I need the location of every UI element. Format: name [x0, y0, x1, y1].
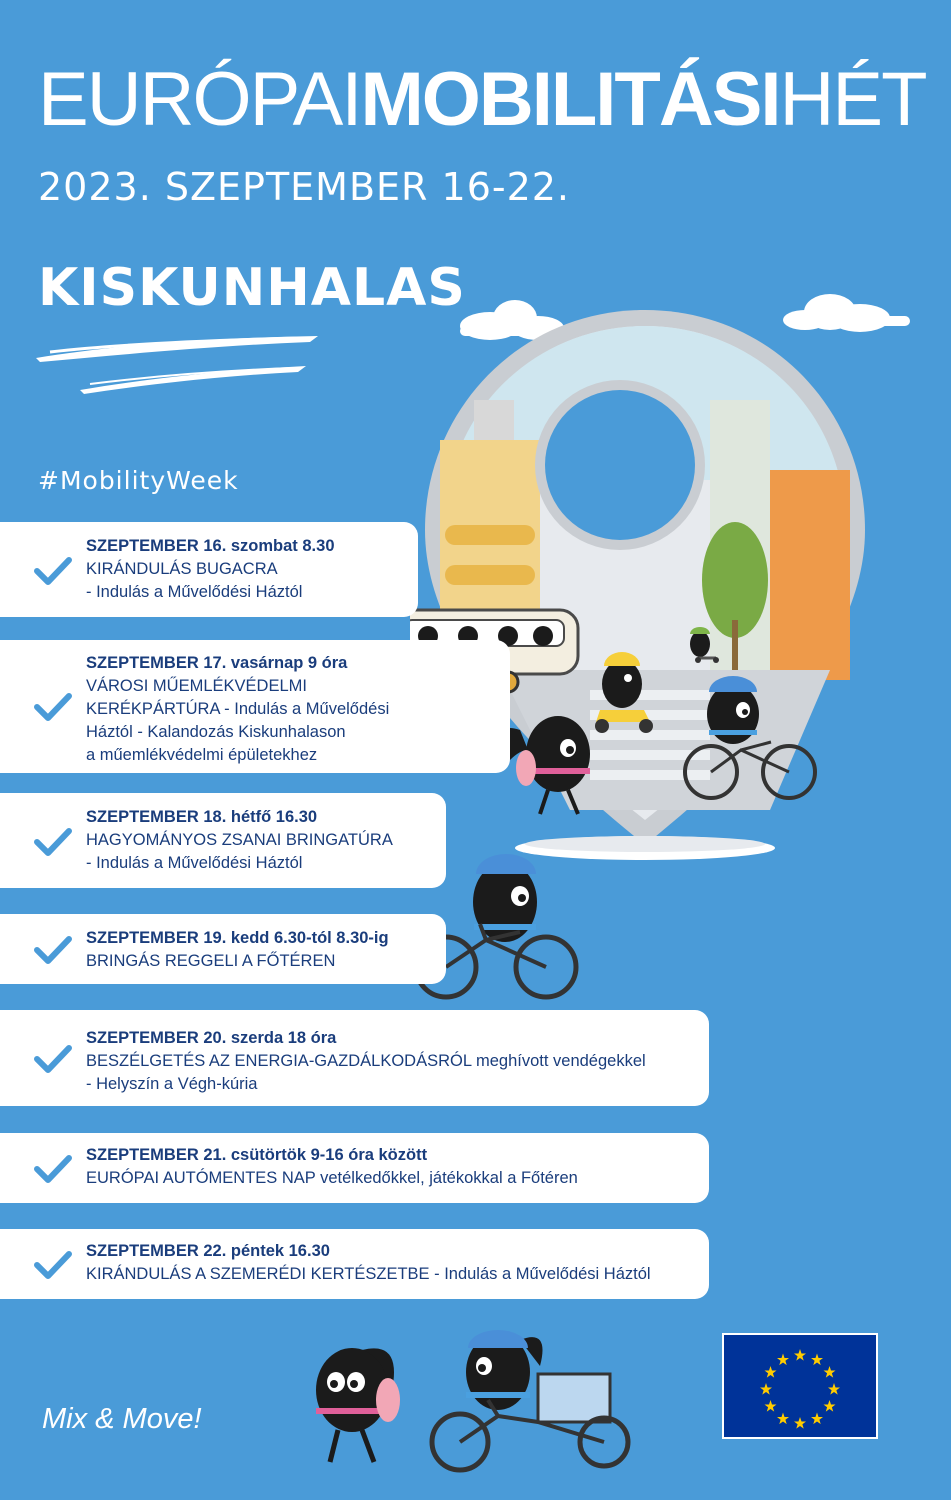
event-card-sep21	[0, 1133, 709, 1203]
main-title	[38, 57, 926, 142]
brush-stroke-decoration	[30, 328, 330, 398]
location-pin-icon	[410, 290, 920, 870]
event-date-heading: SZEPTEMBER 22. péntek 16.30	[86, 1242, 330, 1260]
walking-girl-illustration	[300, 1338, 410, 1473]
event-text	[86, 1027, 646, 1096]
cargo-bike-illustration	[428, 1330, 643, 1475]
event-line: EURÓPAI AUTÓMENTES NAP vetélkedőkkel, játékokkal a Főtéren	[86, 1169, 578, 1187]
event-line: BESZÉLGETÉS AZ ENERGIA-GAZDÁLKODÁSRÓL meghívott vendégekkel	[86, 1052, 646, 1070]
city-name: KISKUNHALAS	[38, 258, 466, 318]
event-line: - Indulás a Művelődési Háztól	[86, 854, 303, 872]
check-icon	[34, 827, 72, 857]
event-line: Háztól - Kalandozás Kiskunhalason	[86, 723, 346, 741]
check-icon	[34, 556, 72, 586]
event-line: KIRÁNDULÁS BUGACRA	[86, 560, 278, 578]
check-icon	[34, 1154, 72, 1184]
check-icon	[34, 935, 72, 965]
event-text	[86, 535, 335, 604]
event-date-heading: SZEPTEMBER 18. hétfő 16.30	[86, 808, 318, 826]
event-line: - Helyszín a Végh-kúria	[86, 1075, 258, 1093]
event-text	[86, 652, 389, 767]
event-text	[86, 927, 389, 973]
event-line: a műemlékvédelmi épületekhez	[86, 746, 318, 764]
eu-stars	[724, 1335, 876, 1437]
event-card-sep18	[0, 793, 446, 888]
check-icon	[34, 692, 72, 722]
event-text	[86, 806, 393, 875]
event-line: KIRÁNDULÁS A SZEMERÉDI KERTÉSZETBE - Indulás a Művelődési Háztól	[86, 1265, 651, 1283]
title-part-mobilitasi: MOBILITÁSI	[360, 57, 780, 142]
event-card-sep19	[0, 914, 446, 984]
event-line: BRINGÁS REGGELI A FŐTÉREN	[86, 952, 336, 970]
event-line: KERÉKPÁRTÚRA - Indulás a Művelődési	[86, 700, 390, 718]
event-date-heading: SZEPTEMBER 16. szombat 8.30	[86, 537, 335, 555]
check-icon	[34, 1044, 72, 1074]
title-part-het: HÉT	[779, 57, 926, 142]
event-date-heading: SZEPTEMBER 20. szerda 18 óra	[86, 1029, 337, 1047]
event-card-sep20	[0, 1010, 709, 1106]
event-line: HAGYOMÁNYOS ZSANAI BRINGATÚRA	[86, 831, 393, 849]
event-card-sep22	[0, 1229, 709, 1299]
event-date-heading: SZEPTEMBER 21. csütörtök 9-16 óra között	[86, 1146, 428, 1164]
slogan: Mix & Move!	[42, 1403, 202, 1435]
check-icon	[34, 1250, 72, 1280]
event-line: - Indulás a Művelődési Háztól	[86, 583, 303, 601]
event-dates: 2023. SZEPTEMBER 16-22.	[38, 165, 571, 209]
eu-flag-icon	[722, 1333, 878, 1439]
title-part-europai: EURÓPAI	[38, 57, 361, 142]
event-text	[86, 1240, 651, 1286]
event-line: VÁROSI MŰEMLÉKVÉDELMI	[86, 677, 307, 695]
event-text	[86, 1144, 578, 1190]
event-date-heading: SZEPTEMBER 17. vasárnap 9 óra	[86, 654, 348, 672]
hashtag: #MobilityWeek	[38, 466, 239, 495]
event-card-sep17	[0, 640, 510, 773]
event-card-sep16	[0, 522, 418, 617]
event-date-heading: SZEPTEMBER 19. kedd 6.30-tól 8.30-ig	[86, 929, 389, 947]
